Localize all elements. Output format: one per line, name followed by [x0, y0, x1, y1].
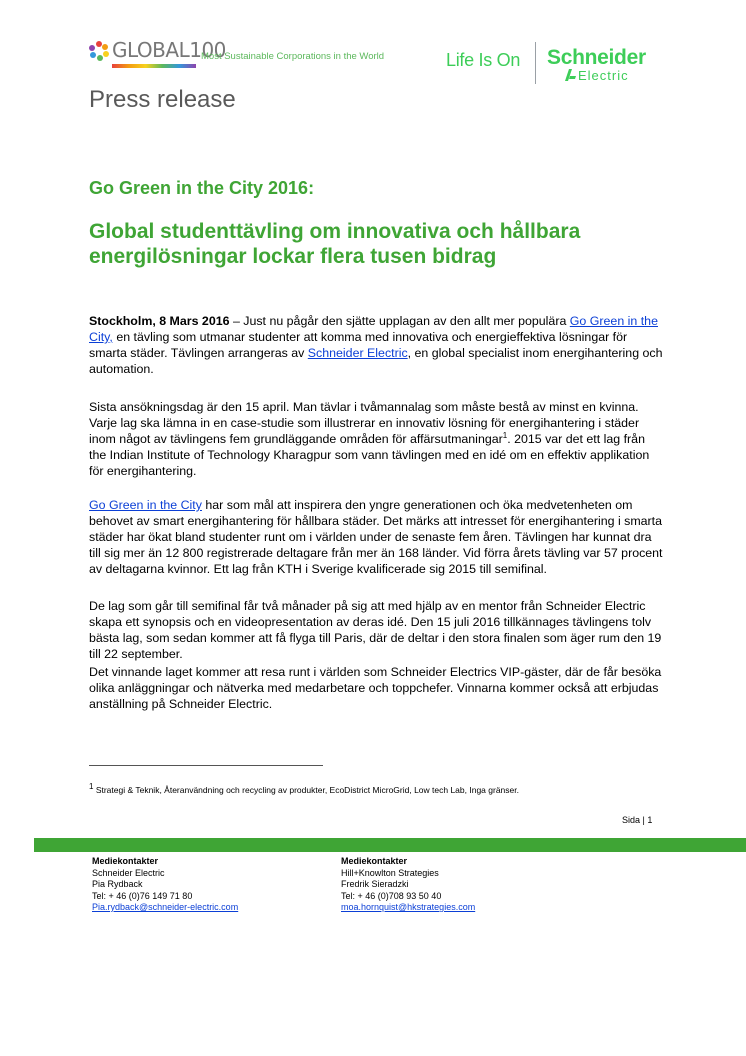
contact-organization: Schneider Electric: [92, 867, 165, 878]
page-number: Sida | 1: [622, 815, 653, 825]
body-paragraph-5: Det vinnande laget kommer att resa runt i världen som Schneider Electrics VIP-gäster, där de får besöka olika anläggningar och nätverka med medarbetare och toppchefer. Vinnarna kommer också att erbjudas anställning på Schneider Electric.: [89, 665, 662, 711]
go-green-link[interactable]: Go Green in the City,: [89, 314, 658, 344]
contact-name: Fredrik Sieradzki: [341, 879, 409, 889]
footnote: [89, 782, 519, 795]
global100-mark-icon: [88, 40, 110, 62]
paragraph-text: har som mål att inspirera den yngre generationen och öka medvetenheten om behovet av smart energihantering för hållbara städer. Det märks att intresset för energihantering i smarta städer har ökat bland studenter runt om i världen under de senaste fem åren. Tävlingen har kunnat dra till sig mer än 12 800 registrerade deltagare från mer än 168 länder. Vid förra årets tävling var 57 procent av deltagarna kvinnor. Ett lag från KTH i Sverige kvalificerade sig 2015 till semifinal.: [89, 498, 663, 576]
release-headline: Global studenttävling om innovativa och hållbara energilösningar lockar flera tusen bidrag: [89, 220, 581, 268]
footnote-text: Strategi & Teknik, Återanvändning och recycling av produkter, EcoDistrict MicroGrid, Low tech Lab, Inga gränser.: [93, 785, 519, 795]
global100-tagline: Most Sustainable Corporations in the World: [201, 51, 385, 62]
contact-phone: Tel: + 46 (0)76 149 71 80: [92, 890, 193, 901]
body-paragraph-3: [89, 497, 664, 577]
paragraph-text: – Just nu pågår den sjätte upplagan av den allt mer populära: [229, 314, 570, 328]
life-is-on-slogan: Life Is On: [446, 50, 521, 70]
contact-heading: Mediekontakter: [341, 856, 408, 866]
global100-logo: [88, 38, 408, 78]
document-type-heading: Press release: [89, 86, 236, 113]
footer-green-band: [34, 838, 746, 852]
body-paragraph-4: De lag som går till semifinal får två månader på sig att med hjälp av en mentor från Schneider Electric skapa ett synopsis och en videopresentation av deras idé. Den 15 juli 2016 tillkännages tävlingens tolv bästa lag, som sedan kommer att få flyga till Paris, där de deltar i den stora finalen som äger rum den 19 till 22 september.: [89, 599, 662, 661]
schneider-logo-name: Schneider: [547, 46, 646, 69]
contact-email-link[interactable]: Pia.rydback@schneider-electric.com: [92, 902, 239, 912]
release-title: Go Green in the City 2016:: [89, 178, 315, 198]
schneider-se-mark-icon: [562, 67, 578, 83]
body-paragraph-1: [89, 313, 664, 377]
brand-divider: [535, 42, 536, 84]
contact-organization: Hill+Knowlton Strategies: [341, 867, 439, 878]
body-paragraph-2: [89, 399, 664, 479]
footnote-mark: 1: [89, 782, 94, 792]
media-contact-hkstrategies: [341, 856, 475, 914]
global100-wordmark: GLOBAL100: [112, 38, 226, 62]
schneider-logo-sub: Electric: [578, 68, 629, 83]
contact-name: Pia Rydback: [92, 879, 143, 889]
footnote-reference: 1: [502, 430, 508, 440]
contact-phone: Tel: + 46 (0)708 93 50 40: [341, 890, 442, 901]
paragraph-text: Sista ansökningsdag är den 15 april. Man tävlar i tvåmannalag som måste bestå av minst en kvinna. Varje lag ska lämna in en case-studie som illustrerar en innovativ lösning för energihantering i städer inom något av tävlingens fem grundläggande områden för affärsutmaningar: [89, 400, 640, 446]
schneider-electric-link[interactable]: Schneider Electric: [307, 346, 408, 360]
paragraph-text: . 2015 var det ett lag från the Indian Institute of Technology Kharagpur som vann tävlingen med en idé om en effektiv applikation för energihantering.: [89, 432, 650, 478]
contact-email-link[interactable]: moa.hornquist@hkstrategies.com: [341, 902, 476, 912]
paragraph-text: , en global specialist inom energihantering och automation.: [89, 346, 663, 376]
contact-heading: Mediekontakter: [92, 856, 159, 866]
media-contact-schneider: [92, 856, 238, 914]
footnote-separator: [89, 765, 323, 766]
dateline: Stockholm, 8 Mars 2016: [89, 314, 230, 328]
global100-color-bar: [112, 64, 196, 68]
go-green-link-2[interactable]: Go Green in the City: [89, 498, 202, 512]
paragraph-text: en tävling som utmanar studenter att komma med innovativa och energieffektiva lösningar för smarta städer. Tävlingen arrangeras av: [89, 330, 628, 360]
